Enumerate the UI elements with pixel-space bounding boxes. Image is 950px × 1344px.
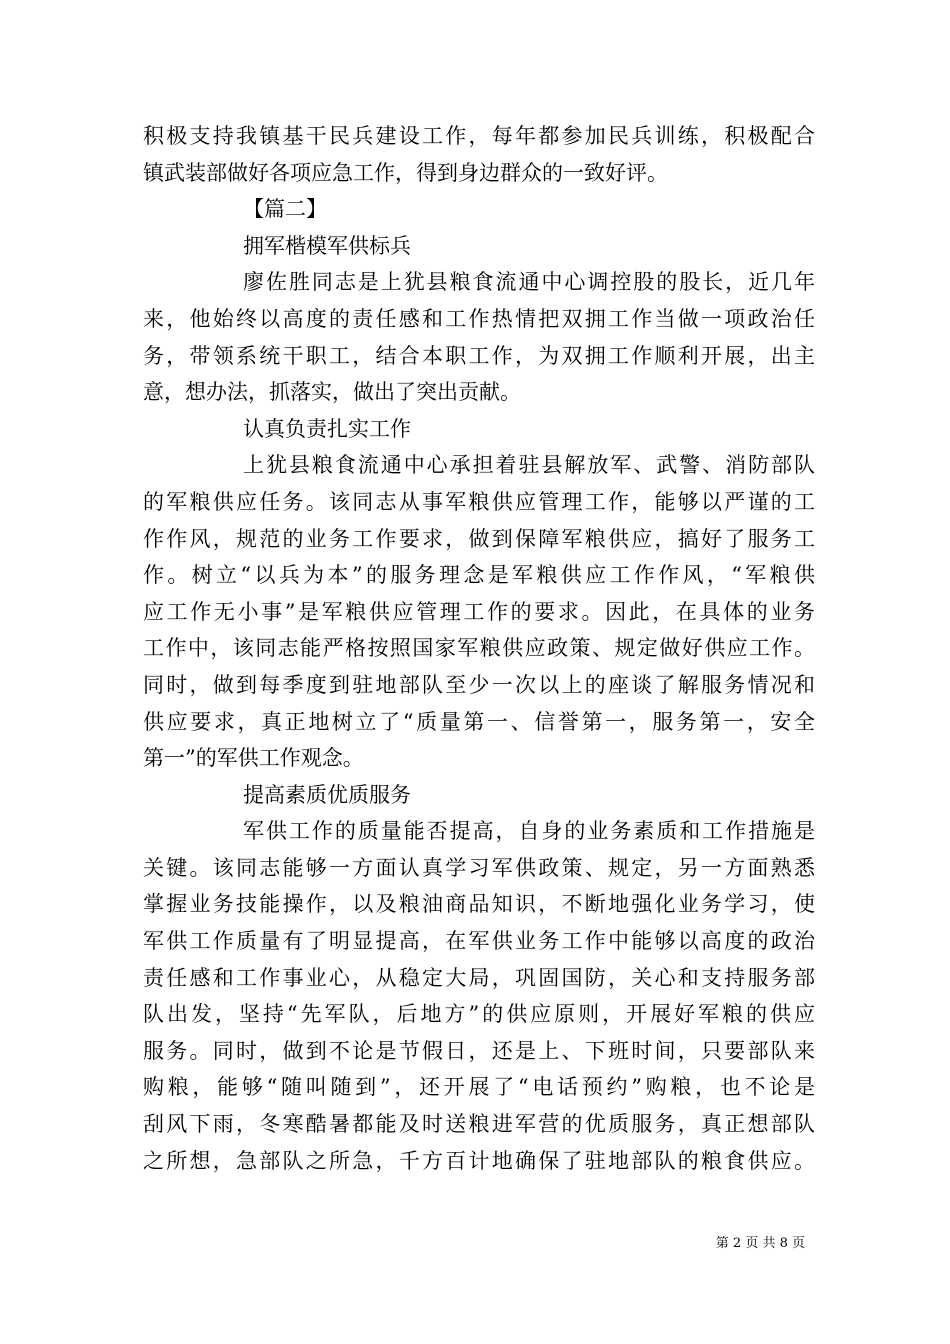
paragraph-line: 第一”的军供工作观念。 [143,746,364,771]
paragraph-line: 务，带领系统干职工，结合本职工作，为双拥工作顺利开展，出主 [143,343,815,368]
subsection-heading: 认真负责扎实工作 [243,416,411,441]
paragraph-line: 作作风，规范的业务工作要求，做到保障军粮供应，搞好了服务工 [143,526,815,551]
paragraph-line: 之所想，急部队之所急，千方百计地确保了驻地部队的粮食供应。 [143,1148,815,1173]
paragraph-line: 关键。该同志能够一方面认真学习军供政策、规定，另一方面熟悉 [143,855,815,880]
section-heading: 【篇二】 [243,197,327,222]
paragraph-line: 同时，做到每季度到驻地部队至少一次以上的座谈了解服务情况和 [143,672,815,697]
paragraph-line: 队出发，坚持“先军队，后地方”的供应原则，开展好军粮的供应 [143,1002,815,1027]
page-number-footer: 第 2 页 共 8 页 [715,1236,805,1251]
document-body [143,118,815,1179]
paragraph-line: 应工作无小事”是军粮供应管理工作的要求。因此，在具体的业务 [143,599,815,624]
paragraph-line: 积极支持我镇基干民兵建设工作，每年都参加民兵训练，积极配合 [143,124,815,148]
paragraph-line: 工作中，该同志能严格按照国家军粮供应政策、规定做好供应工作。 [143,636,815,661]
paragraph-line: 军供工作质量有了明显提高，在军供业务工作中能够以高度的政治 [143,929,815,954]
paragraph-line: 责任感和工作事业心，从稳定大局，巩固国防，关心和支持服务部 [143,965,815,990]
paragraph-line: 的军粮供应任务。该同志从事军粮供应管理工作，能够以严谨的工 [143,489,815,514]
paragraph-line: 意，想办法，抓落实，做出了突出贡献。 [143,380,521,405]
paragraph-line: 来，他始终以高度的责任感和工作热情把双拥工作当做一项政治任 [143,306,815,331]
subsection-heading: 提高素质优质服务 [243,782,411,807]
paragraph-line: 镇武装部做好各项应急工作，得到身边群众的一致好评。 [143,160,668,185]
paragraph-line: 掌握业务技能操作，以及粮油商品知识，不断地强化业务学习，使 [143,892,815,917]
paragraph-line: 作。树立“以兵为本”的服务理念是军粮供应工作作风，“军粮供 [143,563,815,588]
paragraph-line: 廖佐胜同志是上犹县粮食流通中心调控股的股长，近几年 [243,270,815,295]
paragraph-line: 刮风下雨，冬寒酷暑都能及时送粮进军营的优质服务，真正想部队 [143,1112,815,1137]
paragraph-line: 军供工作的质量能否提高，自身的业务素质和工作措施是 [243,819,815,844]
subsection-heading: 拥军楷模军供标兵 [243,233,411,258]
paragraph-line: 服务。同时，做到不论是节假日，还是上、下班时间，只要部队来 [143,1038,815,1063]
paragraph-line: 购粮，能够“随叫随到”，还开展了“电话预约”购粮，也不论是 [143,1075,815,1100]
paragraph-line: 供应要求，真正地树立了“质量第一、信誉第一，服务第一，安全 [143,709,815,734]
paragraph-line: 上犹县粮食流通中心承担着驻县解放军、武警、消防部队 [243,453,815,478]
